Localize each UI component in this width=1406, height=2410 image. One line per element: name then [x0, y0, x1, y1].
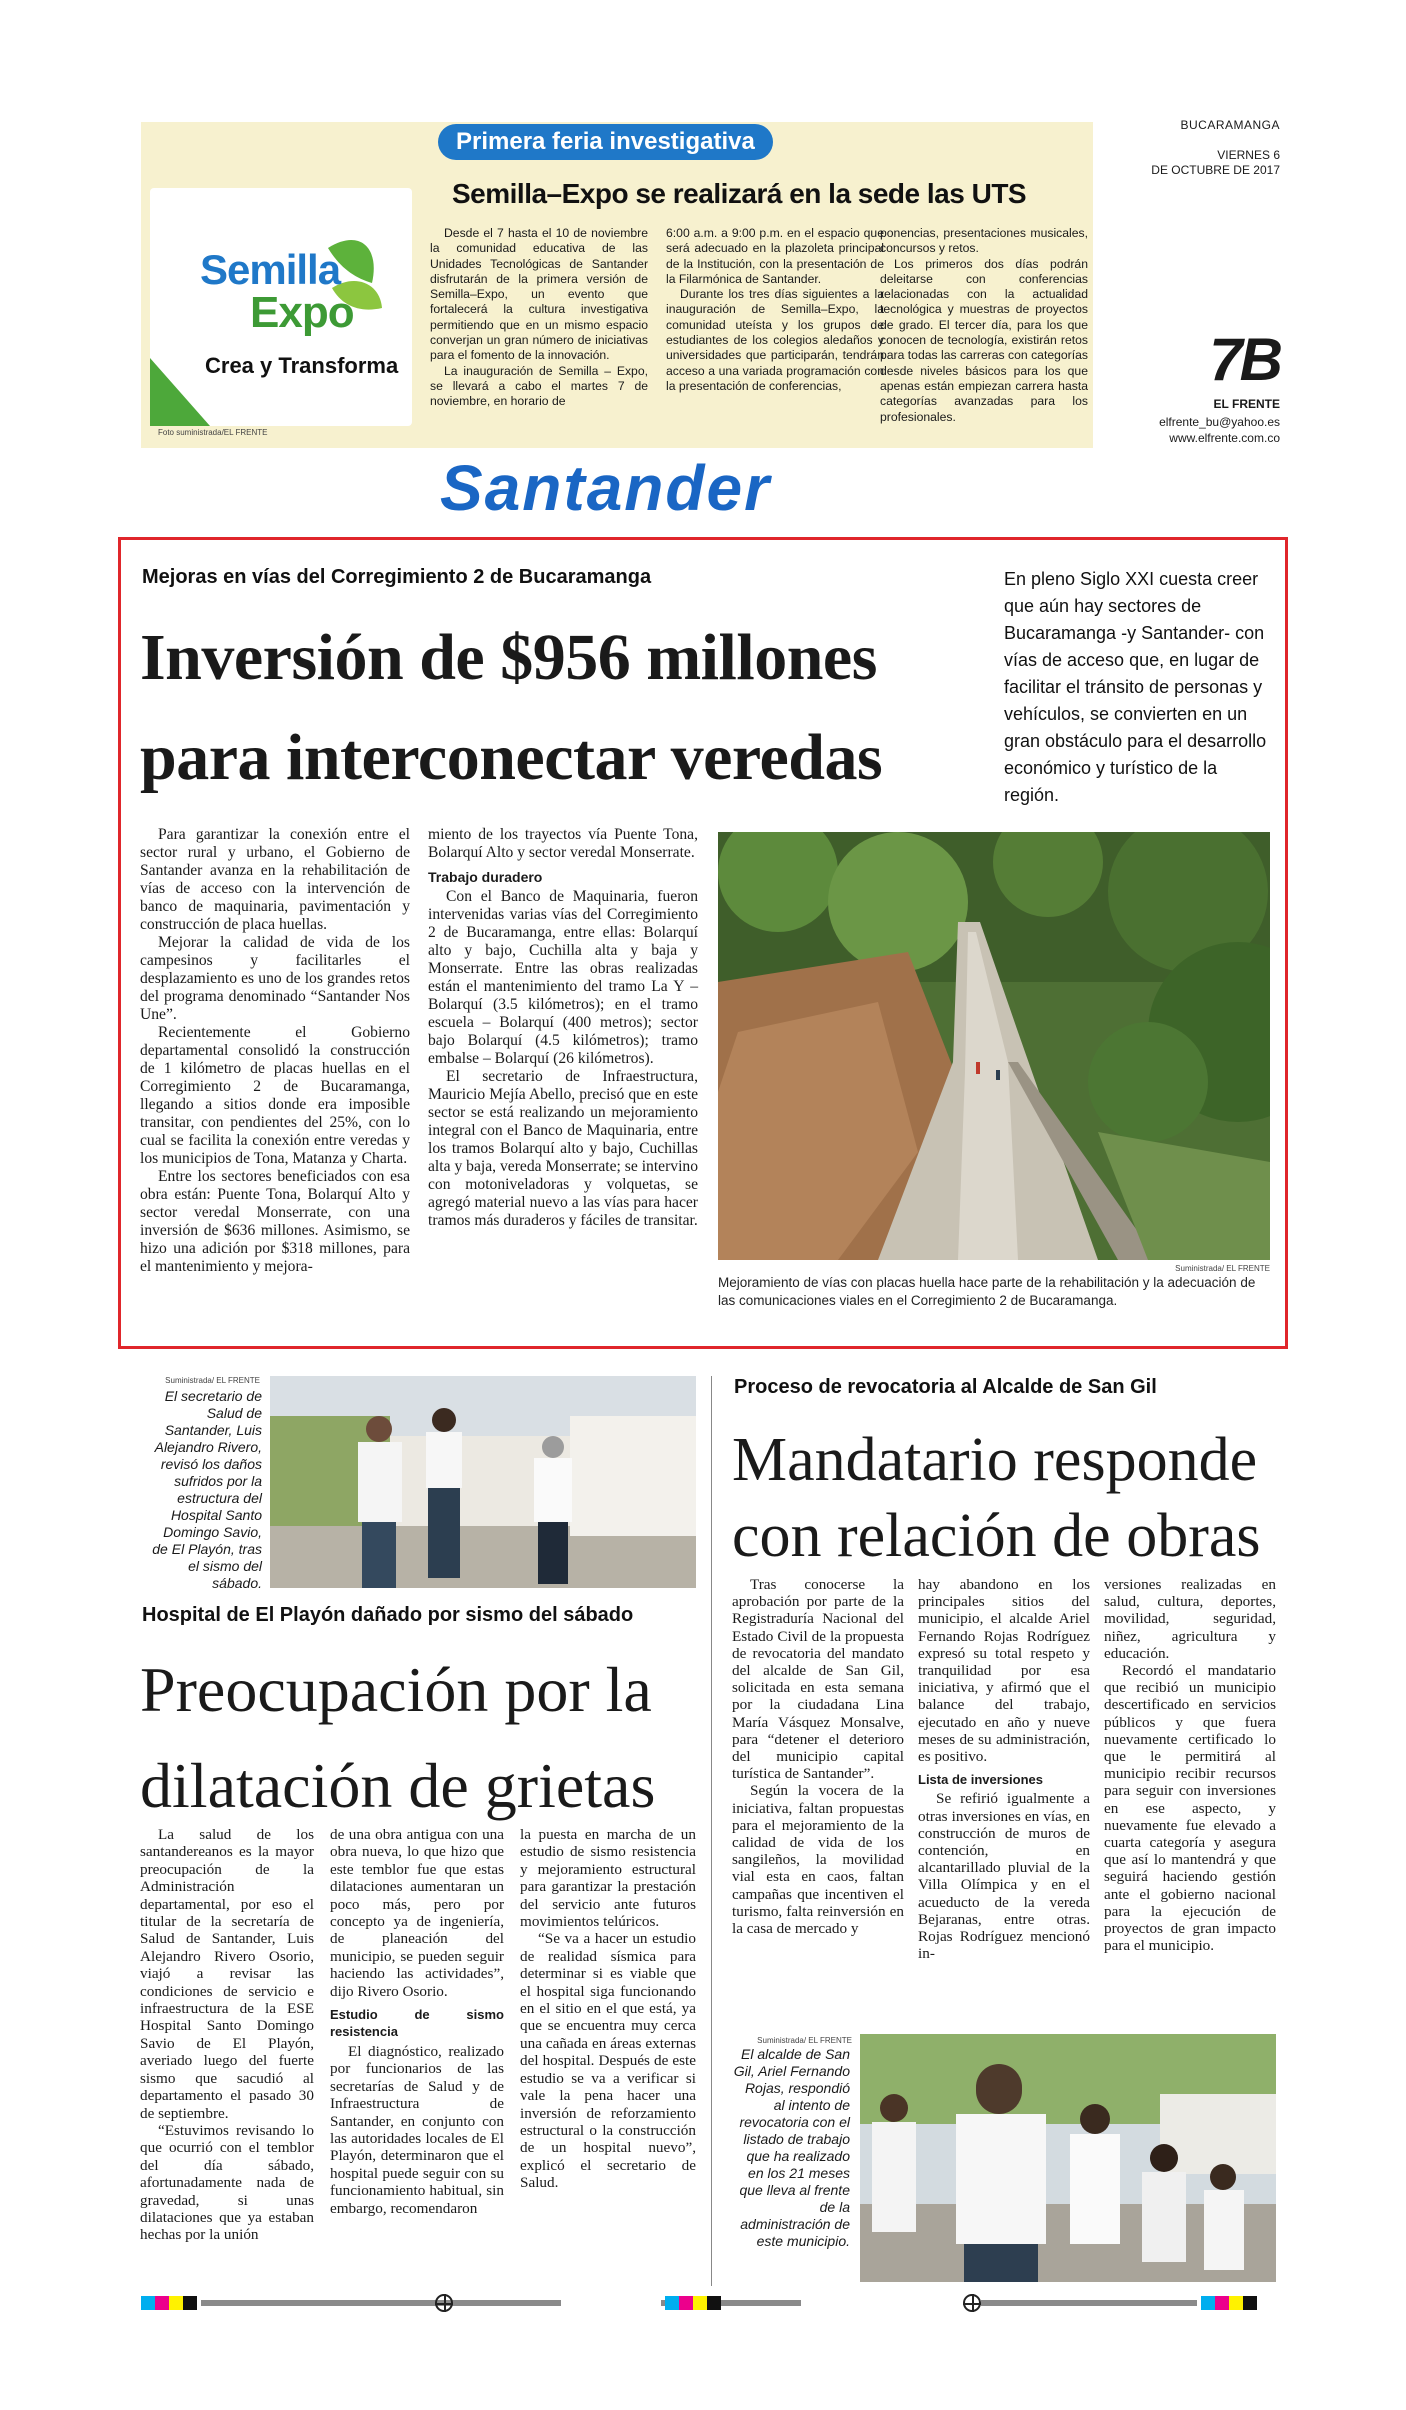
- logo-word-semilla: Semilla: [200, 246, 341, 293]
- feria-col2-p1: 6:00 a.m. a 9:00 p.m. en el espacio que será adecuado en la plazoleta principal de la Institución, con la presentación de la Filarmónica de Santander.: [666, 226, 884, 286]
- road-photo-caption: Mejoramiento de vías con placas huella hace parte de la rehabilitación y la adecuación de las comunicaciones viales en el Corregimiento 2 de Bucaramanga.: [718, 1275, 1256, 1308]
- main-col2-p1: miento de los trayectos vía Puente Tona, Bolarquí Alto y sector veredal Monserrate.: [428, 826, 698, 861]
- main-col2-p2: Con el Banco de Maquinaria, fueron intervenidas varias vías del Corregimiento 2 de Bucaramanga, entre ellas: Bolarquí alto y bajo, Cuchilla alta y baja y Monserrate. Entre las obras realizadas están el mantenimiento del tramo La Y – Bolarquí (3.5 kilómetros); en el tramo escuela – Bolarquí (400 metros); sector bajo Bolarquí (4.5 kilómetros); tramo embalse – Bolarquí (26 kilómetros).: [428, 888, 698, 1067]
- sangil-photo-credit: Suministrada/ EL FRENTE: [757, 2036, 852, 2045]
- print-registration-bar: [141, 2296, 1271, 2310]
- main-headline-line2: para interconectar veredas: [140, 721, 883, 794]
- column-divider: [711, 1376, 712, 2286]
- main-col1-p4: Entre los sectores beneficiados con esa obra están: Puente Tona, Bolarquí Alto y sector veredal Monserrate, con una inversión de $636 millones. Asimismo, se hizo una adición por $318 millones, para el mantenimiento y mejora-: [140, 1168, 410, 1275]
- hospital-col-1: [140, 1826, 314, 2244]
- main-lead: En pleno Siglo XXI cuesta creer que aún hay sectores de Bucaramanga -y Santander- con vías de acceso que, en lugar de facilitar el tránsito de personas y vehículos, se convierten en un gran obstáculo para el desarrollo económico y turístico de la región.: [1004, 569, 1267, 805]
- sangil-col2-p2: Se refirió igualmente a otras inversiones en vías, en construcción de muros de contención, en alcantarillado pluvial de la Villa Olímpica y en el acueducto de la vereda Bejaranas, entre otras. Rojas Rodríguez mencionó in-: [918, 1790, 1090, 1963]
- sangil-col3-p1: versiones realizadas en salud, cultura, deportes, movilidad, seguridad, niñez, agricultura y educación.: [1104, 1576, 1276, 1662]
- hospital-col3-p1: la puesta en marcha de un estudio de sismo resistencia y mejoramiento estructural para garantizar la prestación del servicio ante futuros movimientos telúricos.: [520, 1826, 696, 1931]
- sangil-col-3: [1104, 1576, 1276, 1954]
- semilla-expo-logo: [150, 188, 412, 426]
- hospital-col2-subhead: Estudio de sismo resistencia: [330, 2007, 504, 2040]
- hospital-photo: [270, 1376, 696, 1588]
- feria-title: Semilla–Expo se realizará en la sede las UTS: [452, 178, 1027, 209]
- hospital-col2-p2: El diagnóstico, realizado por funcionarios de las secretarías de Salud y de Infraestructura de Santander, en conjunto con las autoridades locales de El Playón, determinaron que el hospital puede seguir con su funcionamiento habitual, sin embargo, recomendaron: [330, 2042, 504, 2217]
- logo-word-expo: Expo: [250, 288, 354, 337]
- main-headline-line1: Inversión de $956 millones: [140, 621, 877, 694]
- hospital-caption: El secretario de Salud de Santander, Luis Alejandro Rivero, revisó los daños sufridos por la estructura del Hospital Santo Domingo Savio, de El Playón, tras el sismo del sábado.: [152, 1388, 262, 1591]
- sangil-col2-subhead: Lista de inversiones: [918, 1772, 1043, 1788]
- registration-mark-left: [435, 2294, 453, 2312]
- header-brand: EL FRENTE: [1213, 397, 1280, 411]
- road-photo: [718, 832, 1270, 1260]
- main-col1-p3: Recientemente el Gobierno departamental consolidó la construcción de 1 kilómetro de placas huellas en el Corregimiento 2 de Bucaramanga, llegando a sitios donde era imposible transitar, con pendientes del 25%, con lo cual se facilita la conexión entre veredas y los municipios de Tona, Matanza y Charta.: [140, 1024, 410, 1167]
- main-kicker: Mejoras en vías del Corregimiento 2 de Bucaramanga: [142, 566, 652, 588]
- sangil-col1-p1: Tras conocerse la aprobación por parte de la Registraduría Nacional del Estado Civil de la propuesta de revocatoria del mandato del alcalde de San Gil, solicitada en esta semana por la ciudadana Lina María Vásquez Monsalve, para “detener el deterioro del municipio capital turística de Santander”.: [732, 1576, 904, 1783]
- registration-mark-right: [963, 2294, 981, 2312]
- page-number: 7B: [1209, 326, 1280, 393]
- feria-col2-p2: Durante los tres días siguientes a la inauguración de Semilla–Expo, la comunidad uteísta y los grupos de estudiantes de los colegios aledaños y universidades que participarán, tendrán acceso a una variada programación con la presentación de conferencias,: [666, 287, 884, 393]
- sangil-col2-p1: hay abandono en los principales sitios del municipio, el alcalde Ariel Fernando Rojas Rodríguez expresó su total respeto y tranquilidad por esa iniciativa, y afirmó que el balance del trabajo, ejecutado en año y nueve meses de su administración, es positivo.: [918, 1576, 1090, 1766]
- hospital-photo-credit: Suministrada/ EL FRENTE: [165, 1376, 260, 1385]
- sangil-headline-line2: con relación de obras: [732, 1502, 1261, 1570]
- header-email: elfrente_bu@yahoo.es: [1159, 415, 1280, 429]
- feria-photo-credit: Foto suministrada/EL FRENTE: [158, 428, 268, 437]
- hospital-kicker: Hospital de El Playón dañado por sismo del sábado: [142, 1604, 634, 1626]
- sangil-col1-p2: Según la vocera de la iniciativa, faltan propuestas para el mejoramiento de la calidad de vida de los sangileños, la movilidad vial esta en caos, faltan campañas que incentiven el turismo, falta reinversión en la casa de mercado y: [732, 1782, 904, 1938]
- hospital-headline-line2: dilatación de grietas: [140, 1750, 656, 1821]
- sangil-col-2: [918, 1576, 1090, 1962]
- header-city: BUCARAMANGA: [1180, 118, 1280, 132]
- feria-col3-p2: Los primeros dos días podrán deleitarse con conferencias relacionadas con la actualidad tecnológica y muestras de proyectos de grado. El tercer día, para los que conocen de tecnología, existirán retos para todas las carreras con categorías desde niveles básicos para los que apenas están empiezan carrera hasta categorías avanzadas para los profesionales.: [880, 256, 1088, 424]
- hospital-col-3: [520, 1826, 696, 2192]
- main-col1-p1: Para garantizar la conexión entre el sector rural y urbano, el Gobierno de Santander avanza en la rehabilitación de vías de acceso con la intervención de banco de maquinaria, pavimentación y construcción de placa huellas.: [140, 826, 410, 933]
- sangil-photo: [860, 2034, 1276, 2282]
- section-title: Santander: [440, 452, 771, 524]
- main-col2-subhead: Trabajo duradero: [428, 869, 543, 885]
- main-col-2: [428, 826, 698, 1230]
- sangil-col-1: [732, 1576, 904, 1937]
- header-day: VIERNES 6: [1217, 148, 1280, 162]
- hospital-col1-p1: La salud de los santandereanos es la mayor preocupación de la Administración departamental, por eso el titular de la secretaría de Salud de Santander, Luis Alejandro Rivero Osorio, viajó a revisar las condiciones de servicio e infraestructura de la ESE Hospital Santo Domingo Savio de El Playón, averiado luego del fuerte sismo que sacudió al departamento el pasado 30 de septiembre.: [140, 1826, 314, 2122]
- logo-tagline: Crea y Transforma: [205, 353, 399, 378]
- sangil-kicker: Proceso de revocatoria al Alcalde de San Gil: [734, 1376, 1157, 1398]
- main-col-1: [140, 826, 410, 1276]
- hospital-col-2: [330, 1826, 504, 2217]
- feria-col-1: [430, 226, 648, 410]
- feria-col3-p1: ponencias, presentaciones musicales, concursos y retos.: [880, 226, 1088, 256]
- hospital-col2-p1: de una obra antigua con una obra nueva, lo que hizo que este temblor fue que estas dilataciones aumentaran un poco más, pero por concepto ya de ingeniería, de planeación del municipio, se pueden seguir haciendo las actividades”, dijo Rivero Osorio.: [330, 1826, 504, 2000]
- header-website: www.elfrente.com.co: [1169, 431, 1280, 445]
- sangil-caption: El alcalde de San Gil, Ariel Fernando Rojas, respondió al intento de revocatoria con el listado de trabajo que ha realizado en los 21 meses que lleva al frente de la administración de este municipio.: [733, 2046, 850, 2249]
- header-date: DE OCTUBRE DE 2017: [1151, 163, 1280, 177]
- main-col2-p3: El secretario de Infraestructura, Mauricio Mejía Abello, precisó que en este sector se está realizando un mejoramiento integral con el Banco de Maquinaria, entre los tramos Bolarquí alto y bajo, Cuchillas alta y baja, vereda Monserrate; se intervino con motoniveladoras y volquetas, se agregó material nuevo a las vías para hacer tramos más duraderos y fáciles de transitar.: [428, 1068, 698, 1229]
- hospital-headline-line1: Preocupación por la: [140, 1654, 652, 1725]
- hospital-col3-p2: “Se va a hacer un estudio de realidad sísmica para determinar si es viable que el hospital siga funcionando en el sitio en el que está, ya que se encuentra muy cerca una cañada en áreas externas del hospital. Después de este estudio se va a verificar si vale la pena hacer una inversión de reforzamiento estructural o la construcción de un hospital nuevo”, explicó el secretario de Salud.: [520, 1930, 696, 2192]
- main-col1-p2: Mejorar la calidad de vida de los campesinos y facilitarles el desplazamiento es uno de los grandes retos del programa denominado “Santander Nos Une”.: [140, 934, 410, 1023]
- feria-kicker: Primera feria investigativa: [438, 124, 773, 160]
- feria-col1-p2: La inauguración de Semilla – Expo, se llevará a cabo el martes 7 de noviembre, en horario de: [430, 363, 648, 409]
- hospital-col1-p2: “Estuvimos revisando lo que ocurrió con el temblor del día sábado, afortunadamente nada de gravedad, si unas dilataciones que ya estaban hechas por la unión: [140, 2121, 314, 2244]
- feria-col-2: [666, 226, 884, 394]
- sangil-col3-p2: Recordó el mandatario que recibió un municipio descertificado en servicios públicos y que fuera nuevamente certificado lo que le permitirá al municipio recibir recursos para seguir con inversiones en ese aspecto, y nuevamente fue elevado a cuarta categoría y asegura que así lo mantendrá y que seguirá haciendo gestión ante el gobierno nacional para la ejecución de proyectos de gran impacto para el municipio.: [1104, 1662, 1276, 1955]
- sangil-headline-line1: Mandatario responde: [732, 1426, 1258, 1494]
- road-photo-credit: Suministrada/ EL FRENTE: [1175, 1264, 1270, 1273]
- feria-col-3: [880, 226, 1088, 425]
- feria-col1-p1: Desde el 7 hasta el 10 de noviembre la comunidad educativa de las Unidades Tecnológicas de Santander disfrutarán de la primera versión de Semilla–Expo, un evento que fortalecerá la cultura investigativa permitiendo que en un mismo espacio converjan un gran número de iniciativas para el fomento de la innovación.: [430, 226, 648, 363]
